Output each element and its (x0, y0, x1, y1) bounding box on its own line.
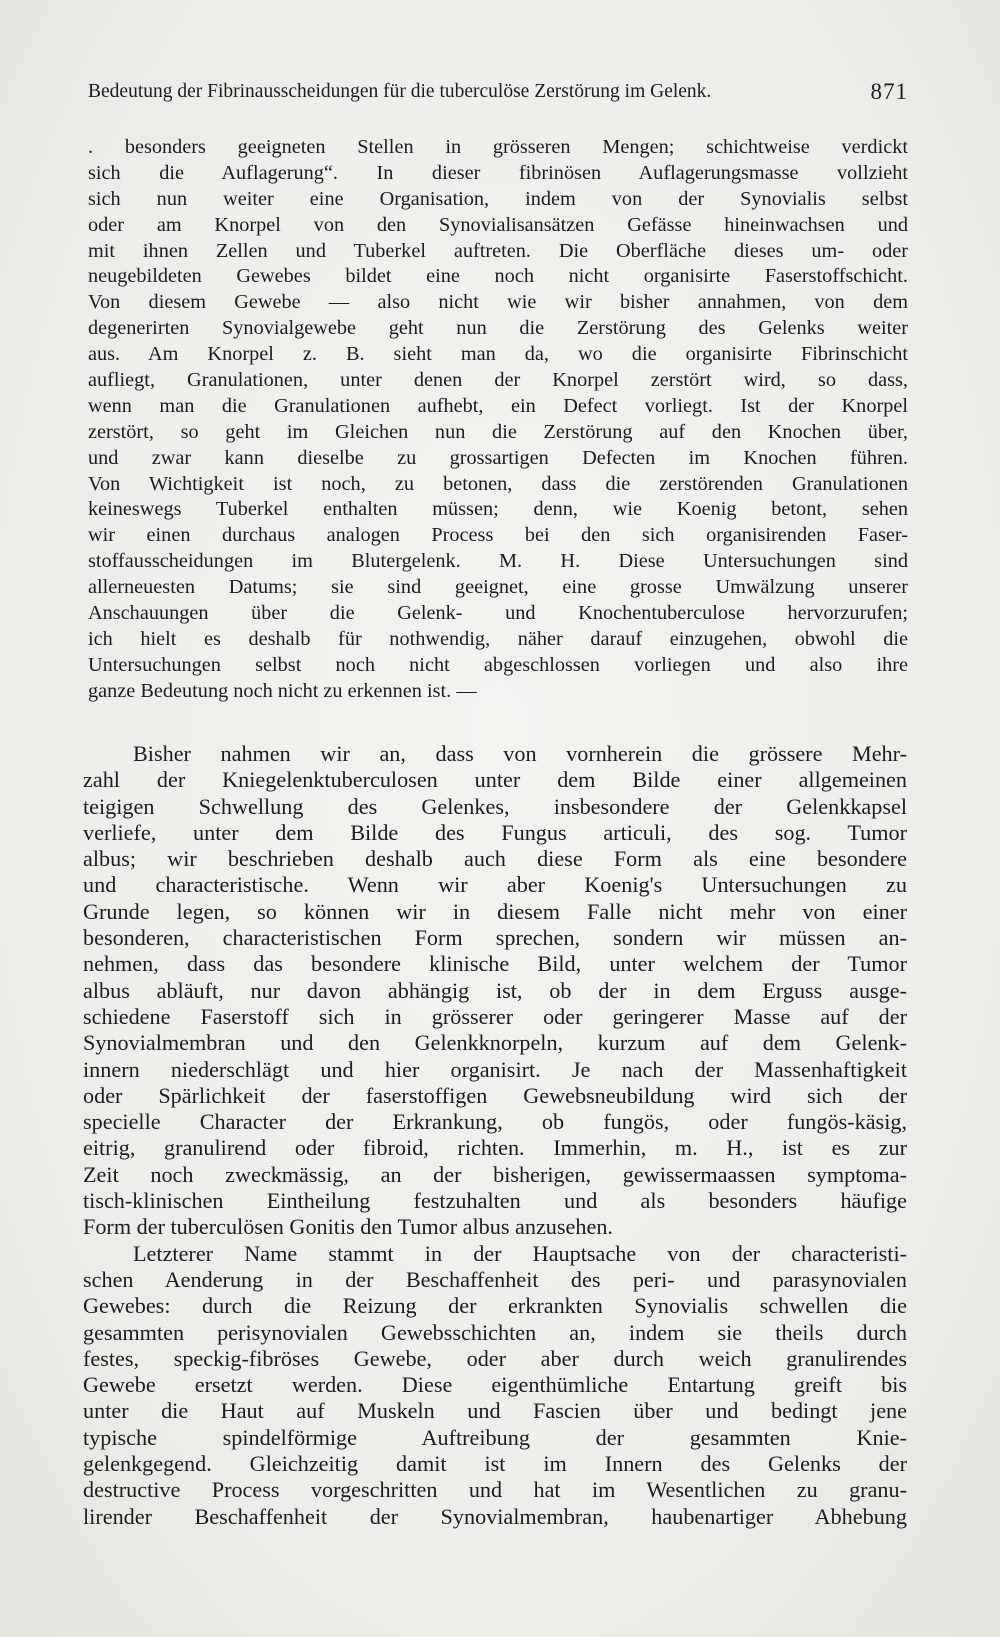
text-line: zahl der Kniegelenktuberculosen unter dem Bilde einer allgemeinen (83, 767, 907, 793)
text-line: ich hielt es deshalb für nothwendig, näher darauf einzugehen, obwohl die (88, 627, 908, 650)
text-line: destructive Process vorgeschritten und hat im Wesentlichen zu granu- (83, 1477, 907, 1503)
text-line: keineswegs Tuberkel enthalten müssen; denn, wie Koenig betont, sehen (88, 498, 908, 521)
text-line: Von diesem Gewebe — also nicht wie wir bisher annahmen, von dem (88, 291, 908, 314)
text-line: eitrig, granulirend oder fibroid, richten. Immerhin, m. H., ist es zur (83, 1135, 907, 1161)
text-line: schiedene Faserstoff sich in grösserer oder geringerer Masse auf der (83, 1003, 907, 1029)
text-line: Von Wichtigkeit ist noch, zu betonen, dass die zerstörenden Granulationen (88, 472, 908, 495)
paragraph-small-print (88, 135, 908, 705)
text-line: unter die Haut auf Muskeln und Fascien über und bedingt jene (83, 1398, 907, 1424)
text-line: und characteristische. Wenn wir aber Koenig's Untersuchungen zu (83, 872, 907, 898)
text-line: oder am Knorpel von den Synovialisansätzen Gefässe hineinwachsen und (88, 213, 908, 236)
text-line: Zeit noch zweckmässig, an der bisherigen, gewissermaassen symptoma- (83, 1161, 907, 1187)
text-line: Synovialmembran und den Gelenkknorpeln, kurzum auf dem Gelenk- (83, 1030, 907, 1056)
text-line: typische spindelförmige Auftreibung der gesammten Knie- (83, 1424, 907, 1450)
text-line: degenerirten Synovialgewebe geht nun die Zerstörung des Gelenks weiter (88, 317, 908, 340)
text-line: . besonders geeigneten Stellen in grösseren Mengen; schichtweise verdickt (88, 136, 908, 158)
text-line: ganze Bedeutung noch nicht zu erkennen ist. — (88, 679, 477, 702)
text-line: besonderen, characteristischen Form sprechen, sondern wir müssen an- (83, 925, 907, 951)
text-line: schen Aenderung in der Beschaffenheit des peri- und parasynovialen (83, 1266, 907, 1292)
text-line: Letzterer Name stammt in der Hauptsache von der characteristi- (133, 1240, 907, 1266)
text-line: zerstört, so geht im Gleichen nun die Zerstörung auf den Knochen über, (88, 420, 908, 443)
text-line: albus; wir beschrieben deshalb auch diese Form als eine besondere (83, 846, 907, 872)
text-line: Gewebes: durch die Reizung der erkrankten Synovialis schwellen die (83, 1293, 907, 1319)
text-line: stoffausscheidungen im Blutergelenk. M. H. Diese Untersuchungen sind (88, 550, 908, 573)
text-line: Form der tuberculösen Gonitis den Tumor albus anzusehen. (83, 1214, 613, 1240)
text-line: sich nun weiter eine Organisation, indem von der Synovialis selbst (88, 187, 908, 210)
text-line: verliefe, unter dem Bilde des Fungus articuli, des sog. Tumor (83, 819, 907, 845)
text-line: gelenkgegend. Gleichzeitig damit ist im Innern des Gelenks der (83, 1451, 907, 1477)
text-line: neugebildeten Gewebes bildet eine noch nicht organisirte Faserstoffschicht. (88, 265, 908, 288)
text-line: Grunde legen, so können wir in diesem Falle nicht mehr von einer (83, 898, 907, 924)
text-line: gesammten perisynovialen Gewebsschichten an, indem sie theils durch (83, 1319, 907, 1345)
text-line: mit ihnen Zellen und Tuberkel auftreten. Die Oberfläche dieses um- oder (88, 239, 908, 262)
text-line: aufliegt, Granulationen, unter denen der Knorpel zerstört wird, so dass, (88, 369, 908, 392)
text-line: specielle Character der Erkrankung, ob fungös, oder fungös-käsig, (83, 1109, 907, 1135)
text-line: aus. Am Knorpel z. B. sieht man da, wo die organisirte Fibrinschicht (88, 343, 908, 366)
text-line: wenn man die Granulationen aufhebt, ein Defect vorliegt. Ist der Knorpel (88, 394, 908, 417)
text-line: Bisher nahmen wir an, dass von vornherein die grössere Mehr- (133, 741, 907, 766)
text-line: Gewebe ersetzt werden. Diese eigenthümliche Entartung greift bis (83, 1372, 907, 1398)
page-number: 871 (870, 79, 908, 104)
text-line: tisch-klinischen Eintheilung festzuhalten und als besonders häufige (83, 1188, 907, 1214)
running-head-title: Bedeutung der Fibrinausscheidungen für die tuberculöse Zerstörung im Gelenk. (88, 81, 712, 102)
text-line: wir einen durchaus analogen Process bei den sich organisirenden Faser- (88, 524, 908, 547)
text-line: Anschauungen über die Gelenk- und Knochentuberculose hervorzurufen; (88, 602, 908, 625)
text-line: festes, speckig-fibröses Gewebe, oder aber durch weich granulirendes (83, 1345, 907, 1371)
running-head (88, 77, 908, 107)
text-line: lirender Beschaffenheit der Synovialmembran, haubenartiger Abhebung (83, 1503, 907, 1529)
text-line: oder Spärlichkeit der faserstoffigen Gewebsneubildung wird sich der (83, 1082, 907, 1108)
text-line: allerneuesten Datums; sie sind geeignet, eine grosse Umwälzung unserer (88, 576, 908, 599)
text-line: innern niederschlägt und hier organisirt. Je nach der Massenhaftigkeit (83, 1056, 907, 1082)
text-line: sich die Auflagerung“. In dieser fibrinösen Auflagerungsmasse vollzieht (88, 161, 908, 184)
text-line: albus abläuft, nur davon abhängig ist, ob der in dem Erguss ausge- (83, 977, 907, 1003)
text-line: und zwar kann dieselbe zu grossartigen Defecten im Knochen führen. (88, 446, 908, 469)
text-line: nehmen, dass das besondere klinische Bild, unter welchem der Tumor (83, 951, 907, 977)
paragraph-main-print (83, 741, 907, 1530)
text-line: teigigen Schwellung des Gelenkes, insbesondere der Gelenkkapsel (83, 793, 907, 819)
text-line: Untersuchungen selbst noch nicht abgeschlossen vorliegen und also ihre (88, 653, 908, 676)
